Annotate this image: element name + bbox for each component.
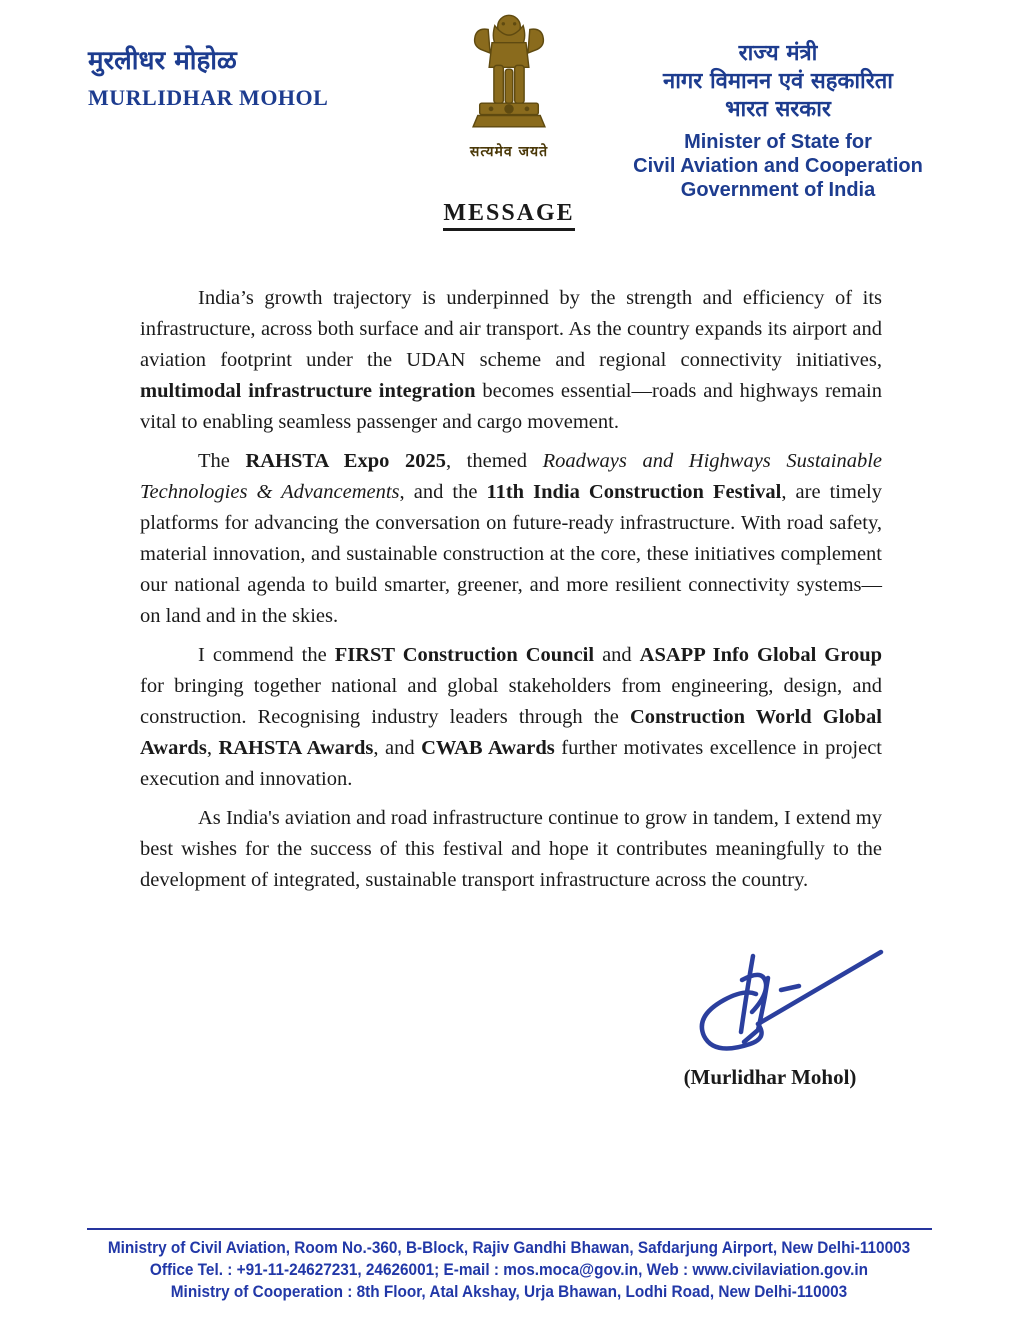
paragraph-2: The RAHSTA Expo 2025, themed Roadways and Highways Sustainable Technologies & Advancements, and the 11th India Construction Festival, are timely platforms for advancing the conversation on future-ready infrastructure. With road safety, material innovation, and sustainable construction at the core, these initiatives complement our national agenda to build smarter, greener, and more resilient connectivity systems—on land and in the skies. — [140, 450, 883, 627]
paragraph-1: India’s growth trajectory is underpinned by the strength and efficiency of its infrastructure, across both surface and air transport. As the country expands its airport and aviation footprint under the UDAN scheme and regional connectivity initiatives, multimodal infrastructure integration becomes essential—roads and highways remain vital to enabling seamless passenger and cargo movement. — [140, 287, 882, 433]
letterhead-left — [88, 46, 328, 111]
designation-hindi-line3: भारत सरकार — [725, 97, 831, 122]
paragraph-3: I commend the FIRST Construction Council and ASAPP Info Global Group for bringing together national and global stakeholders from engineering, design, and construction. Recognising industry leaders through the Construction World Global Awards, RAHSTA Awards, and CWAB Awards further motivates excellence in project execution and innovation. — [140, 644, 882, 790]
footer-address-line3: Ministry of Cooperation : 8th Floor, Atal Akshay, Urja Bhawan, Lodhi Road, New Delhi-110003 — [170, 1283, 848, 1301]
letter-footer — [0, 1228, 1018, 1303]
designation-english-line2: Civil Aviation and Cooperation — [633, 155, 923, 177]
footer-divider — [87, 1228, 932, 1230]
emblem-motto: सत्यमेव जयते — [469, 144, 549, 160]
designation-hindi-line1: राज्य मंत्री — [738, 41, 818, 66]
signature-block — [640, 938, 900, 1090]
minister-name-english: MURLIDHAR MOHOL — [88, 85, 329, 110]
letterhead-right — [618, 40, 938, 202]
designation-english-line3: Government of India — [680, 179, 876, 201]
national-emblem — [424, 10, 594, 161]
minister-name-hindi: मुरलीधर मोहोळ — [88, 46, 237, 76]
designation-hindi-line2: नागर विमानन एवं सहकारिता — [663, 69, 893, 94]
designation-english-line1: Minister of State for — [684, 131, 872, 153]
footer-contact-line2: Office Tel. : +91-11-24627231, 24626001; E-mail : mos.moca@gov.in, Web : www.civilaviation.gov.in — [149, 1261, 869, 1279]
signatory-name: (Murlidhar Mohol) — [683, 1065, 857, 1089]
paragraph-4: As India's aviation and road infrastructure continue to grow in tandem, I extend my best wishes for the success of this festival and hope it contributes meaningfully to the development of integrated, sustainable transport infrastructure across the country. — [140, 807, 882, 891]
ashoka-lion-capital-icon — [457, 121, 561, 138]
message-title: MESSAGE — [443, 200, 574, 231]
signature-icon — [650, 1043, 890, 1060]
letter-body — [140, 283, 882, 904]
footer-address-line1: Ministry of Civil Aviation, Room No.-360, B-Block, Rajiv Gandhi Bhawan, Safdarjung Airport, New Delhi-110003 — [107, 1239, 911, 1257]
